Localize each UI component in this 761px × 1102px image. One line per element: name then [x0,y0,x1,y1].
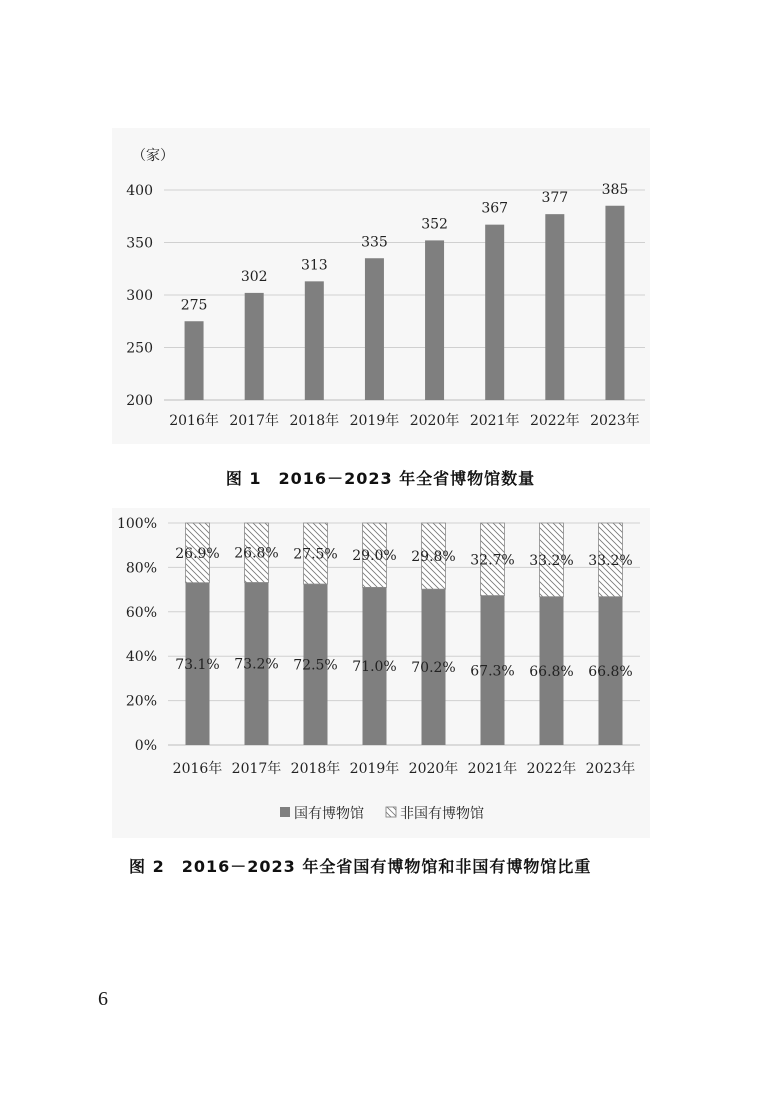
x-tick-label: 2021年 [467,761,518,777]
y-tick-label: 0% [134,738,157,754]
data-label: 377 [541,190,569,207]
x-tick-label: 2021年 [469,413,520,429]
data-label: 367 [481,200,509,217]
x-tick-label: 2017年 [229,413,280,429]
data-label-state-owned: 73.2% [234,656,279,673]
y-tick-label: 80% [125,560,157,577]
legend-label-state-owned: 国有博物馆 [294,806,364,822]
y-tick-label: 40% [125,649,157,666]
x-tick-label: 2016年 [172,761,223,777]
y-tick-label: 20% [125,693,157,710]
data-label-non-state-owned: 29.0% [352,548,397,565]
legend-swatch-state-owned [280,807,290,817]
x-tick-label: 2022年 [526,761,577,777]
y-tick-label: 250 [126,340,153,357]
y-unit-label: （家） [132,148,174,164]
bar [605,206,624,400]
x-tick-label: 2019年 [349,761,400,777]
ownership-share-chart [112,508,650,838]
data-label-state-owned: 70.2% [411,660,456,677]
bar [365,258,384,400]
data-label-state-owned: 73.1% [175,656,220,673]
figure-2-caption: 图 2 2016－2023 年全省国有博物馆和非国有博物馆比重 [129,857,592,876]
x-tick-label: 2017年 [231,761,282,777]
data-label-non-state-owned: 29.8% [411,549,456,566]
data-label-state-owned: 66.8% [529,663,574,680]
legend [280,805,484,822]
data-label-state-owned: 66.8% [588,663,633,680]
x-tick-label: 2016年 [169,413,219,429]
bar [185,321,204,400]
y-tick-label: 400 [126,183,153,199]
legend-swatch-non-state-owned [386,807,396,817]
x-tick-label: 2023年 [585,761,636,777]
y-tick-label: 350 [126,235,153,252]
y-tick-label: 200 [126,393,153,409]
bar [305,281,324,400]
data-label: 385 [601,181,629,198]
x-tick-label: 2020年 [409,413,460,429]
ownership-share-chart-svg [112,508,650,838]
bar [245,293,264,400]
data-label-state-owned: 71.0% [352,659,397,676]
data-label-non-state-owned: 27.5% [293,546,338,563]
x-tick-label: 2018年 [289,413,340,429]
figure-1-caption: 图 1 2016－2023 年全省博物馆数量 [225,469,536,488]
legend-label-non-state-owned: 非国有博物馆 [400,806,484,822]
y-tick-label: 100% [116,516,157,532]
x-tick-label: 2019年 [349,413,400,429]
data-label-state-owned: 72.5% [293,657,338,674]
data-label-non-state-owned: 33.2% [529,552,574,569]
museum-count-chart-svg [112,128,650,444]
y-tick-label: 60% [125,604,157,621]
x-tick-label: 2018年 [290,761,341,777]
x-tick-label: 2023年 [590,413,640,429]
data-label: 313 [300,257,328,274]
y-tick-label: 300 [126,288,153,304]
bar [485,225,504,400]
data-label-non-state-owned: 26.8% [234,545,279,562]
x-tick-label: 2020年 [408,761,459,777]
data-label-non-state-owned: 26.9% [175,545,220,562]
x-tick-label: 2022年 [529,413,580,429]
data-label: 335 [361,234,388,251]
bar [545,214,564,400]
bar [425,240,444,400]
page-number: 6 [98,988,108,1010]
museum-count-chart [112,128,650,444]
data-label-non-state-owned: 32.7% [470,552,515,569]
data-label: 275 [180,297,208,314]
data-label-state-owned: 67.3% [470,663,515,680]
data-label: 352 [421,216,448,233]
data-label: 302 [240,268,268,285]
data-label-non-state-owned: 33.2% [588,552,633,569]
